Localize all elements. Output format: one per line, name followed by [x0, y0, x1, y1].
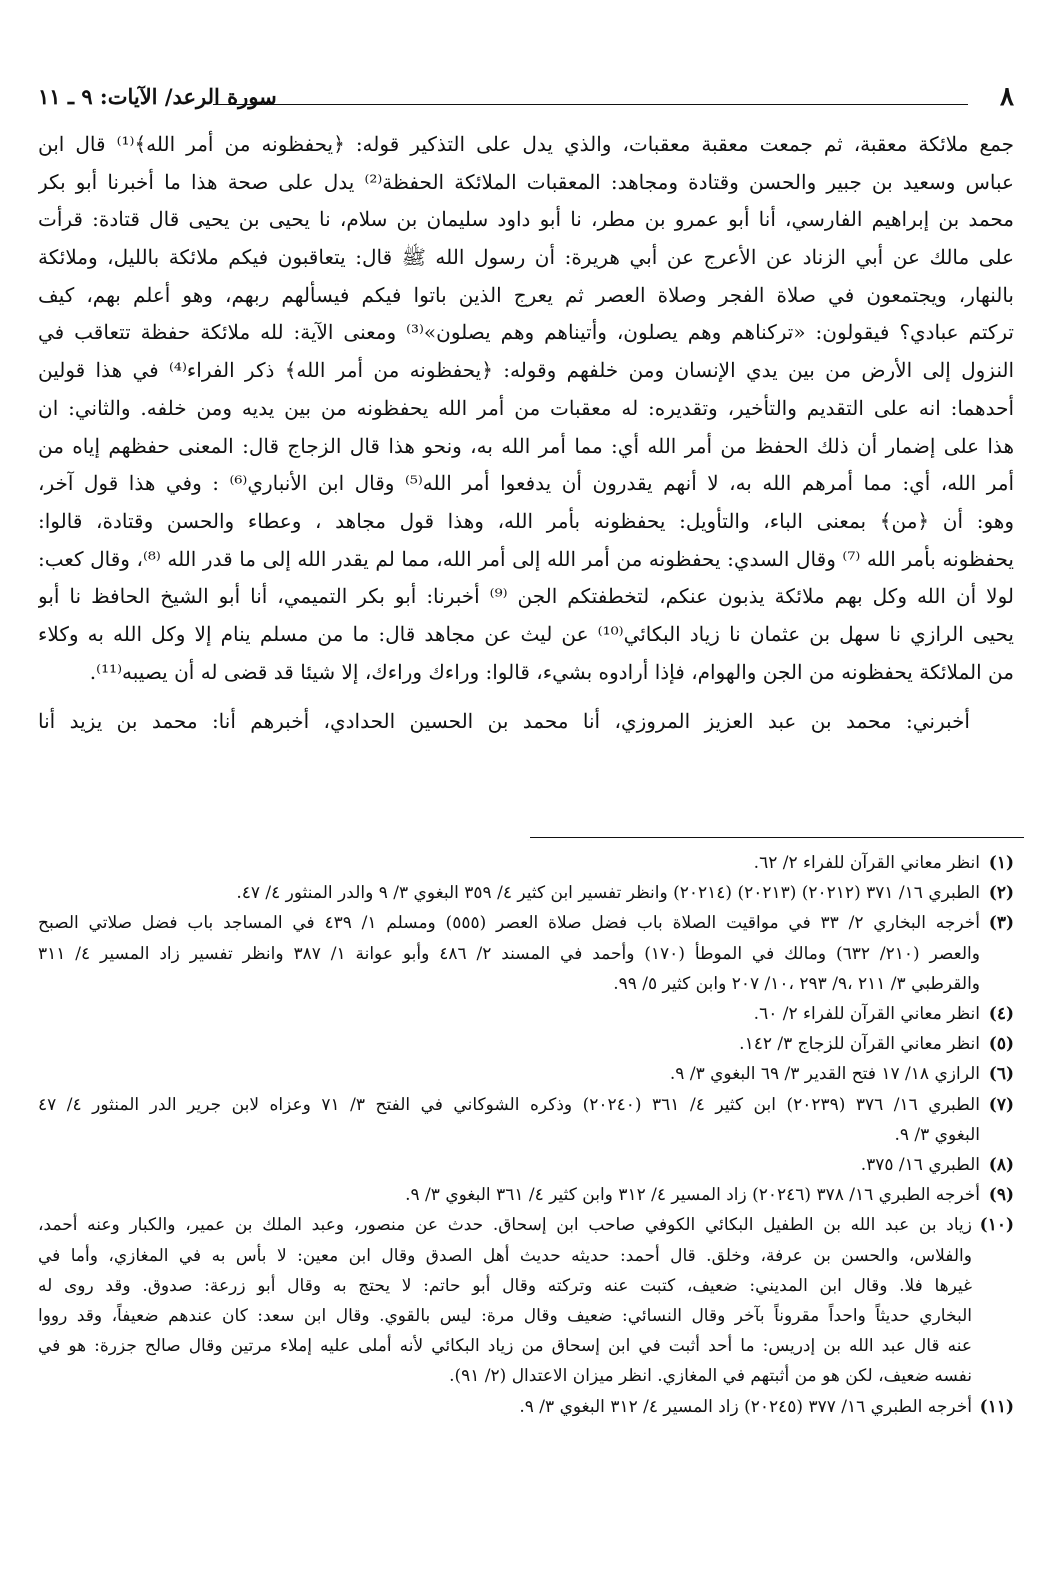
body-line: عباس وسعيد بن جبير والحسن وقتادة ومجاهد: المعقبات الملائكة الحفظة⁽²⁾ يدل على صحة هذا ما أخبرنا أبو بكر	[38, 169, 1014, 194]
body-line: النزول إلى الأرض من بين يدي الإنسان ومن خلفهم وقوله: ﴿يحفظونه من أمر الله﴾ ذكر الفراء⁽⁴⁾ في هذا قولين	[38, 358, 1014, 383]
footnote	[38, 1392, 1014, 1422]
footnote-number: (١١)	[979, 1396, 1014, 1417]
footnote-line: والعصر (٢١٠/ ٦٣٢) ومالك في الموطأ (١٧٠) وأحمد في المسند ٢/ ٤٨٦ وأبو عوانة ١/ ٣٨٧ وانظر تفسير زاد المسير ٤/ ٣١١	[38, 943, 980, 964]
footnote-line: أخرجه البخاري ٢/ ٣٣ في مواقيت الصلاة باب فضل صلاة العصر (٥٥٥) ومسلم ١/ ٤٣٩ في المساجد باب فضل صلاتي الصبح	[38, 913, 980, 934]
footnote-line: عنه قال عبد الله بن إدريس: ما أحد أثبت في ابن إسحاق من زياد البكائي لأنه أملى عليه إملاء مرتين وقال صالح جزرة: هو في	[38, 1336, 972, 1357]
footnote	[38, 1150, 1014, 1180]
body-line: أمر الله، أي: مما أمرهم الله به، لا أنهم يقدرون أن يدفعوا أمر الله⁽⁵⁾ وقال ابن الأنباري⁽⁶⁾ : وفي هذا قول آخر،	[38, 471, 1014, 496]
footnote-line: والقرطبي ٣/ ٢١١ ،٩/ ٢٩٣ ،١٠/ ٢٠٧ وابن كثير ٥/ ٩٩.	[613, 973, 980, 994]
footnote	[38, 848, 1014, 878]
footnote-separator	[530, 837, 1024, 838]
footnote-line: انظر معاني القرآن للفراء ٢/ ٦٠.	[753, 1004, 980, 1025]
footnotes	[38, 848, 1014, 1422]
footnote	[38, 999, 1014, 1029]
body-line: جمع ملائكة معقبة، ثم جمعت معقبة معقبات، والذي يدل على التذكير قوله: ﴿يحفظونه من أمر الله﴾⁽¹⁾ قال ابن	[38, 132, 1014, 156]
footnote-number: (٤)	[988, 1004, 1014, 1025]
footnote	[38, 1029, 1014, 1059]
body-line: بالنهار، ويجتمعون في صلاة الفجر وصلاة العصر ثم يعرج الذين باتوا فيكم فيسألهم ربهم، وهو أعلم بهم، كيف	[38, 282, 1014, 307]
footnote-line: أخرجه الطبري ١٦/ ٣٧٧ (٢٠٢٤٥) زاد المسير ٤/ ٣١٢ البغوي ٣/ ٩.	[519, 1396, 972, 1417]
body-line: تركتم عبادي؟ فيقولون: «تركناهم وهم يصلون، وأتيناهم وهم يصلون»⁽³⁾ ومعنى الآية: لله ملائكة حفظة تتعاقب في	[38, 320, 1014, 345]
body-line-new-paragraph: أخبرني: محمد بن عبد العزيز المروزي، أنا محمد بن الحسين الحدادي، أخبرهم أنا: محمد بن يزيد أنا	[38, 709, 970, 734]
running-header	[38, 82, 1014, 116]
body-line: على مالك عن أبي الزناد عن الأعرج عن أبي هريرة: أن رسول الله ﷺ قال: يتعاقبون فيكم ملائكة بالليل، وملائكة	[38, 245, 1014, 270]
footnote	[38, 1090, 1014, 1150]
body-line: من الملائكة يحفظونه من الجن والهوام، فإذا أرادوه بشيء، قالوا: وراءك وراءك، إلا شيئا قد قضى له أن يصيبه⁽¹¹⁾.	[89, 659, 1014, 684]
body-line: يحيى الرازي نا سهل بن عثمان نا زياد البكائي⁽¹⁰⁾ عن ليث عن مجاهد قال: ما من مسلم ينام إلا وكل الله به وكلاء	[38, 621, 1014, 646]
footnote-number: (٦)	[988, 1064, 1014, 1085]
footnote-number: (٩)	[988, 1185, 1014, 1206]
footnote-number: (٢)	[988, 883, 1014, 904]
body-line: يحفظونه بأمر الله ⁽⁷⁾ وقال السدي: يحفظونه من أمر الله إلى أمر الله، مما لم يقدر الله إلى ما قدر الله ⁽⁸⁾، وقال كعب:	[38, 546, 1014, 571]
footnote-line: انظر معاني القرآن للزجاج ٣/ ١٤٢.	[739, 1034, 980, 1055]
footnote-number: (٣)	[988, 913, 1014, 934]
footnote	[38, 1210, 1014, 1391]
footnote	[38, 878, 1014, 908]
footnote-number: (٨)	[988, 1155, 1014, 1176]
body-line: أحدهما: انه على التقديم والتأخير، وتقديره: له معقبات من أمر الله يحفظونه من بين يديه ومن خلفه. والثاني: ان	[38, 395, 1014, 420]
footnote	[38, 908, 1014, 999]
footnote-line: البغوي ٣/ ٩.	[894, 1124, 980, 1145]
body-line: هذا على إضمار أن ذلك الحفظ من أمر الله أي: مما أمر الله به، ونحو هذا قال الزجاج قال: المعنى حفظهم إياه من	[38, 433, 1014, 458]
footnote-line: انظر معاني القرآن للفراء ٢/ ٦٢.	[753, 853, 980, 873]
page-number: ٨	[1000, 82, 1014, 112]
footnote-line: الطبري ١٦/ ٣٧١ (٢٠٢١٢) (٢٠٢١٣) (٢٠٢١٤) وانظر تفسير ابن كثير ٤/ ٣٥٩ البغوي ٣/ ٩ والدر المنثور ٤/ ٤٧.	[236, 883, 980, 904]
footnote-line: نفسه ضعيف، لكن هو من أثبتهم في المغازي. انظر ميزان الاعتدال (٢/ ٩١).	[449, 1366, 972, 1387]
footnote-number: (١٠)	[979, 1215, 1014, 1236]
header-title: سورة الرعد/ الآيات: ٩ ـ ١١	[38, 84, 277, 109]
footnote-line: زياد بن عبد الله بن الطفيل البكائي الكوفي صاحب ابن إسحاق. حدث عن منصور، وعبد الملك بن عمير، والكبار وعنه أحمد،	[38, 1215, 972, 1236]
footnote-line: الطبري ١٦/ ٣٧٥.	[860, 1155, 980, 1176]
main-text	[38, 126, 1014, 741]
footnote-line: الطبري ١٦/ ٣٧٦ (٢٠٢٣٩) ابن كثير ٤/ ٣٦١ (٢٠٢٤٠) وذكره الشوكاني في الفتح ٣/ ٧١ وعزاه لابن جرير الدر المنثور ٤/ ٤٧	[38, 1094, 980, 1115]
footnote-number: (١)	[988, 853, 1014, 873]
footnote	[38, 1059, 1014, 1089]
footnote-number: (٥)	[988, 1034, 1014, 1055]
footnote-number: (٧)	[988, 1094, 1014, 1115]
footnote-line: البخاري حديثاً واحداً مقروناً بآخر وقال النسائي: ضعيف وقال مرة: ليس بالقوي. وقال ابن سعد: كان عندهم ضعيفاً، وقد رووا	[38, 1306, 972, 1327]
footnote-line: والفلاس، والحسن بن عرفة، وخلق. قال أحمد: حديثه حديث أهل الصدق وقال ابن معين: لا بأس به في المغازي، وأما في	[38, 1245, 972, 1266]
footnote-line: الرازي ١٨/ ١٧ فتح القدير ٣/ ٦٩ البغوي ٣/ ٩.	[669, 1064, 980, 1085]
body-line: لولا أن الله وكل بهم ملائكة يذبون عنكم، لتخطفتكم الجن ⁽⁹⁾ أخبرنا: أبو بكر التميمي، أنا أبو الشيخ الحافظ نا أبو	[38, 584, 1014, 609]
footnote-line: أخرجه الطبري ١٦/ ٣٧٨ (٢٠٢٤٦) زاد المسير ٤/ ٣١٢ وابن كثير ٤/ ٣٦١ البغوي ٣/ ٩.	[405, 1185, 980, 1206]
body-line: محمد بن إبراهيم الفارسي، أنا أبو عمرو بن مطر، نا أبو داود سليمان بن سلام، نا يحيى بن يحيى قال قتادة: قرأت	[38, 207, 1014, 232]
footnote	[38, 1180, 1014, 1210]
body-line: وهو: أن ﴿من﴾ بمعنى الباء، والتأويل: يحفظونه بأمر الله، وهذا قول مجاهد ، وعطاء والحسن وقتادة، قالوا:	[38, 508, 1014, 533]
header-rule	[213, 104, 968, 105]
footnote-line: غيرها فلا. وقال ابن المديني: ضعيف، كتبت عنه وتركته وقال أبو حاتم: لا يحتج به وقال أبو زرعة: صدوق. وقد روى له	[38, 1275, 972, 1296]
